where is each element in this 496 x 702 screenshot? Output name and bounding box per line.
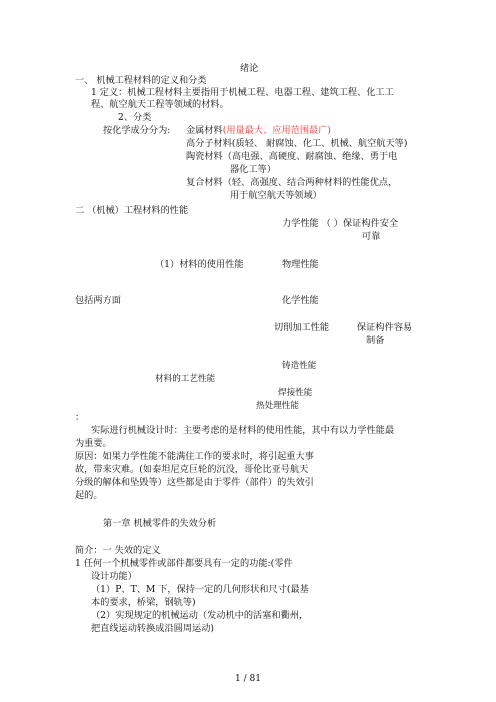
cutting-note-line-1: 保证构件容易 bbox=[357, 322, 413, 333]
item-1a-line-1: （1）P、T、M 下，保持一定的几何形状和尺寸(最基 bbox=[91, 584, 309, 595]
paragraph-2-line-3: 分级的解体和坠毁等）这些都是由于零件（部件）的失效引 bbox=[75, 477, 314, 488]
definition-line-2: 程、航空航天工程等领域的材料。 bbox=[91, 99, 229, 110]
section-2-heading: 二 （机械）工程材料的性能 bbox=[75, 205, 189, 216]
paragraph-2-line-4: 起的。 bbox=[75, 490, 103, 501]
item-1-line-2: 设计功能） bbox=[91, 571, 137, 582]
item-1-line-1: 1 任何一个机械零件或部件都要具有一定的功能:(零件 bbox=[75, 558, 293, 569]
item-1b-line-2: 把直线运动转换成沿圆周运动) bbox=[91, 623, 215, 634]
ceramic-materials-line-2: 器化工等） bbox=[230, 164, 276, 175]
chapter-1-intro: 简介：一 失效的定义 bbox=[75, 545, 161, 556]
metal-note: (用量最大、应用范围最广) bbox=[222, 125, 331, 136]
chapter-1-heading: 第一章 机械零件的失效分析 bbox=[103, 518, 217, 529]
item-1a-line-2: 本的要求，桥梁，钢轨等) bbox=[91, 597, 196, 608]
cutting-note-line-2: 制备 bbox=[366, 335, 385, 346]
cutting-properties: 切削加工性能 bbox=[274, 322, 330, 333]
item-1b-line-1: （2）实现规定的机械运动（发动机中的活塞和衢州， bbox=[91, 610, 309, 621]
process-performance: 材料的工艺性能 bbox=[155, 374, 216, 384]
colon-mark: ： bbox=[75, 412, 85, 423]
heat-treatment-properties: 热处理性能 bbox=[256, 401, 299, 411]
page-number: 1 / 81 bbox=[235, 674, 261, 684]
welding-properties: 焊接性能 bbox=[278, 388, 313, 398]
classification-heading: 2、分类 bbox=[118, 112, 152, 123]
casting-properties: 铸造性能 bbox=[282, 361, 317, 371]
paragraph-2-line-2: 故，带来灾难。(如泰坦尼克巨轮的沉没，哥伦比亚号航天 bbox=[75, 464, 309, 475]
paragraph-1-line-1: 实际进行机械设计时：主要考虑的是材料的使用性能，其中有以力学性能最 bbox=[91, 425, 395, 436]
paragraph-2-line-1: 原因：如果力学性能不能满住工作的要求时，将引起重大事 bbox=[75, 451, 314, 462]
metal-materials bbox=[186, 124, 331, 137]
document-title: 绪论 bbox=[240, 63, 259, 74]
mechanical-properties: 力学性能 （ ）保证构件安全 bbox=[282, 218, 399, 229]
composite-materials-line-1: 复合材料（轻、高强度、结合两种材料的性能优点， bbox=[186, 177, 398, 188]
paragraph-1-line-2: 为重要。 bbox=[75, 438, 112, 449]
mechanical-properties-note: 可靠 bbox=[362, 231, 381, 242]
ceramic-materials-line-1: 陶瓷材料（高电强、高硬度、耐腐蚀、绝缘、勇于电 bbox=[186, 151, 398, 162]
use-performance: （1）材料的使用性能 bbox=[155, 259, 244, 270]
chemical-properties: 化学性能 bbox=[282, 295, 319, 306]
definition-line-1: 1 定义：机械工程材料主要指用于机械工程、电器工程、建筑工程、化工工 bbox=[91, 87, 394, 98]
classification-by-chemistry: 按化学成分分为: bbox=[103, 125, 171, 136]
includes-two-aspects: 包括两方面 bbox=[75, 295, 121, 306]
section-1-heading: 一、 机械工程材料的定义和分类 bbox=[75, 75, 207, 86]
polymer-materials: 高分子材料(质轻、 耐腐蚀、化工、机械、航空航天等) bbox=[186, 138, 408, 149]
composite-materials-line-2: 用于航空航天等领域） bbox=[230, 190, 322, 201]
physical-properties: 物理性能 bbox=[282, 259, 319, 270]
metal-label: 金属材料 bbox=[186, 125, 223, 136]
